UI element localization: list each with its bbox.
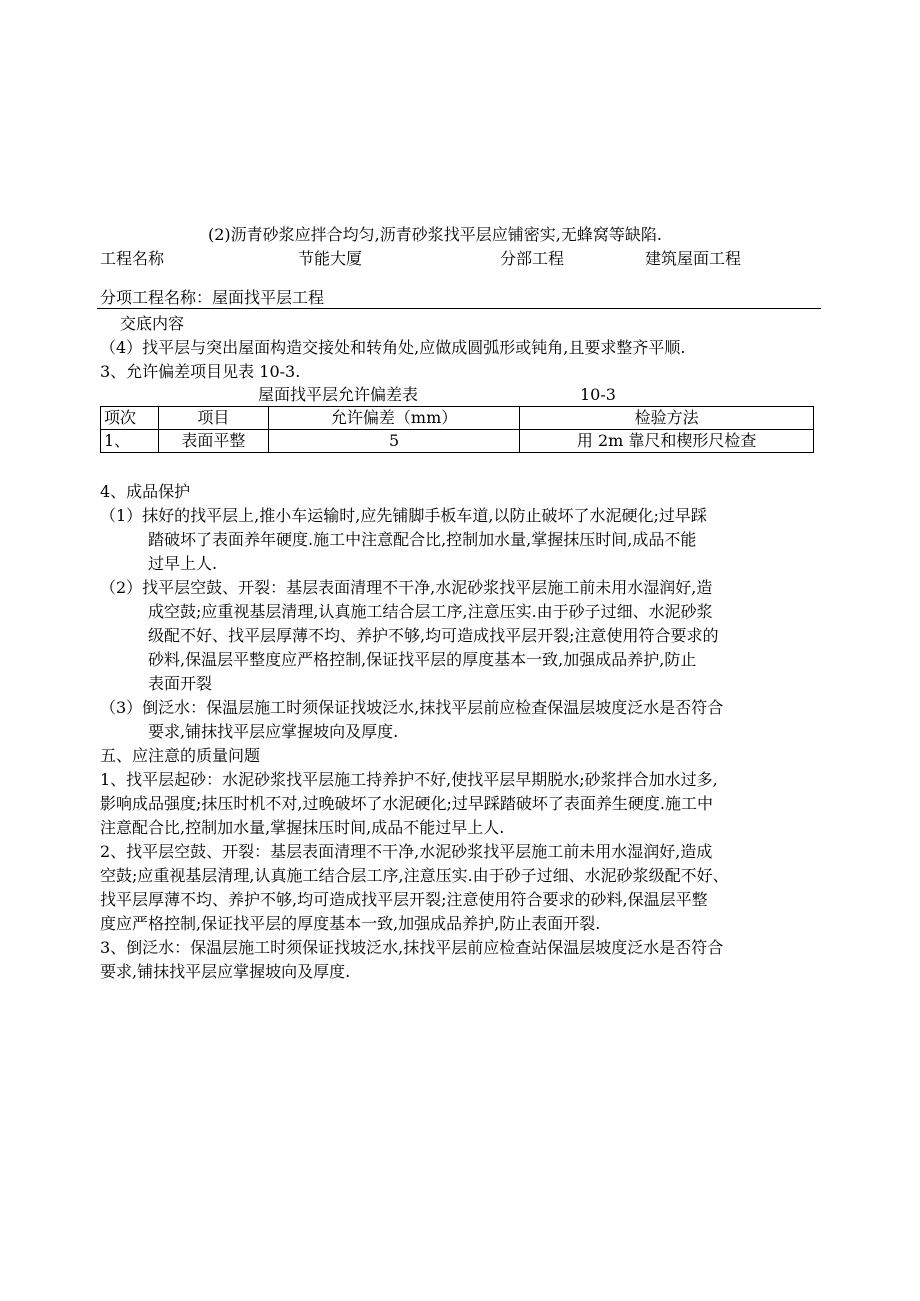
table-header-cell: 允许偏差（mm）	[268, 407, 520, 430]
table-row	[101, 430, 814, 453]
table-header-row	[101, 407, 814, 430]
paragraph-line: 度应严格控制,保证找平层的厚度基本一致,加强成品养护,防止表面开裂.	[100, 914, 601, 933]
table-cell: 表面平整	[158, 430, 268, 453]
quality-heading: 五、应注意的质量问题	[100, 746, 261, 765]
tolerance-table	[100, 406, 814, 453]
paragraph-line: （3）倒泛水：保温层施工时须保证找坡泛水,抹找平层前应检查保温层坡度泛水是否符合	[100, 698, 724, 717]
division-value: 建筑屋面工程	[645, 249, 742, 268]
paragraph-line: 成空鼓;应重视基层清理,认真施工结合层工序,注意压实.由于砂子过细、水泥砂浆	[148, 602, 713, 621]
paragraph-line: 表面开裂	[148, 674, 213, 693]
paragraph-line: 级配不好、找平层厚薄不均、养护不够,均可造成找平层开裂;注意使用符合要求的	[148, 626, 719, 645]
paragraph-line: 过早上人.	[148, 554, 218, 573]
protection-heading: 4、成品保护	[100, 482, 191, 501]
paragraph-line: 找平层厚薄不均、养护不够,均可造成找平层开裂;注意使用符合要求的砂料,保温层平整	[100, 890, 708, 909]
intro-note: (2)沥青砂浆应拌合均匀,沥青砂浆找平层应铺密实,无蜂窝等缺陷.	[208, 225, 662, 244]
paragraph-line: 要求,铺抹找平层应掌握坡向及厚度.	[148, 722, 399, 741]
paragraph-line: 影响成品强度;抹压时机不对,过晚破坏了水泥硬化;过早踩踏破坏了表面养生硬度.施工中	[100, 794, 713, 813]
paragraph-line: 1、找平层起砂：水泥砂浆找平层施工持养护不好,使找平层早期脱水;砂浆拌合加水过多,	[100, 770, 718, 789]
content-heading: 交底内容	[120, 314, 185, 333]
paragraph-line: （1）抹好的找平层上,推小车运输时,应先铺脚手板车道,以防止破坏了水泥硬化;过早踩	[100, 506, 707, 525]
table-header-cell: 项目	[158, 407, 268, 430]
paragraph-line: （2）找平层空鼓、开裂：基层表面清理不干净,水泥砂浆找平层施工前未用水湿润好,造	[100, 578, 713, 597]
table-header-cell: 项次	[101, 407, 159, 430]
paragraph-line: 注意配合比,控制加水量,掌握抹压时间,成品不能过早上人.	[100, 818, 505, 837]
paragraph-line: 踏破坏了表面养年硬度.施工中注意配合比,控制加水量,掌握抹压时间,成品不能	[148, 530, 697, 549]
table-cell: 1、	[101, 430, 159, 453]
table-number: 10-3	[580, 385, 616, 404]
table-cell: 5	[268, 430, 520, 453]
table-title: 屋面找平层允许偏差表	[258, 385, 419, 404]
tolerance-heading: 3、允许偏差项目见表 10-3.	[100, 362, 301, 381]
paragraph-line: 3、倒泛水：保温层施工时须保证找坡泛水,抹找平层前应检查站保温层坡度泛水是否符合	[100, 938, 724, 957]
paragraph-line: 砂料,保温层平整度应严格控制,保证找平层的厚度基本一致,加强成品养护,防止	[148, 650, 697, 669]
division-label: 分部工程	[500, 249, 565, 268]
paragraph-line: 要求,铺抹找平层应掌握坡向及厚度.	[100, 962, 351, 981]
paragraph-line: 空鼓;应重视基层清理,认真施工结合层工序,注意压实.由于砂子过细、水泥砂浆级配不好、	[100, 866, 729, 885]
paragraph-line: 2、找平层空鼓、开裂：基层表面清理不干净,水泥砂浆找平层施工前未用水湿润好,造成	[100, 842, 713, 861]
table-cell: 用 2m 靠尺和楔形尺检查	[520, 430, 814, 453]
project-label: 工程名称	[100, 249, 165, 268]
subitem-line: 分项工程名称：屋面找平层工程	[100, 288, 325, 307]
table-header-cell: 检验方法	[520, 407, 814, 430]
header-divider	[97, 308, 821, 309]
item-4: （4）找平层与突出屋面构造交接处和转角处,应做成圆弧形或钝角,且要求整齐平顺.	[100, 338, 686, 357]
project-value: 节能大厦	[298, 249, 363, 268]
